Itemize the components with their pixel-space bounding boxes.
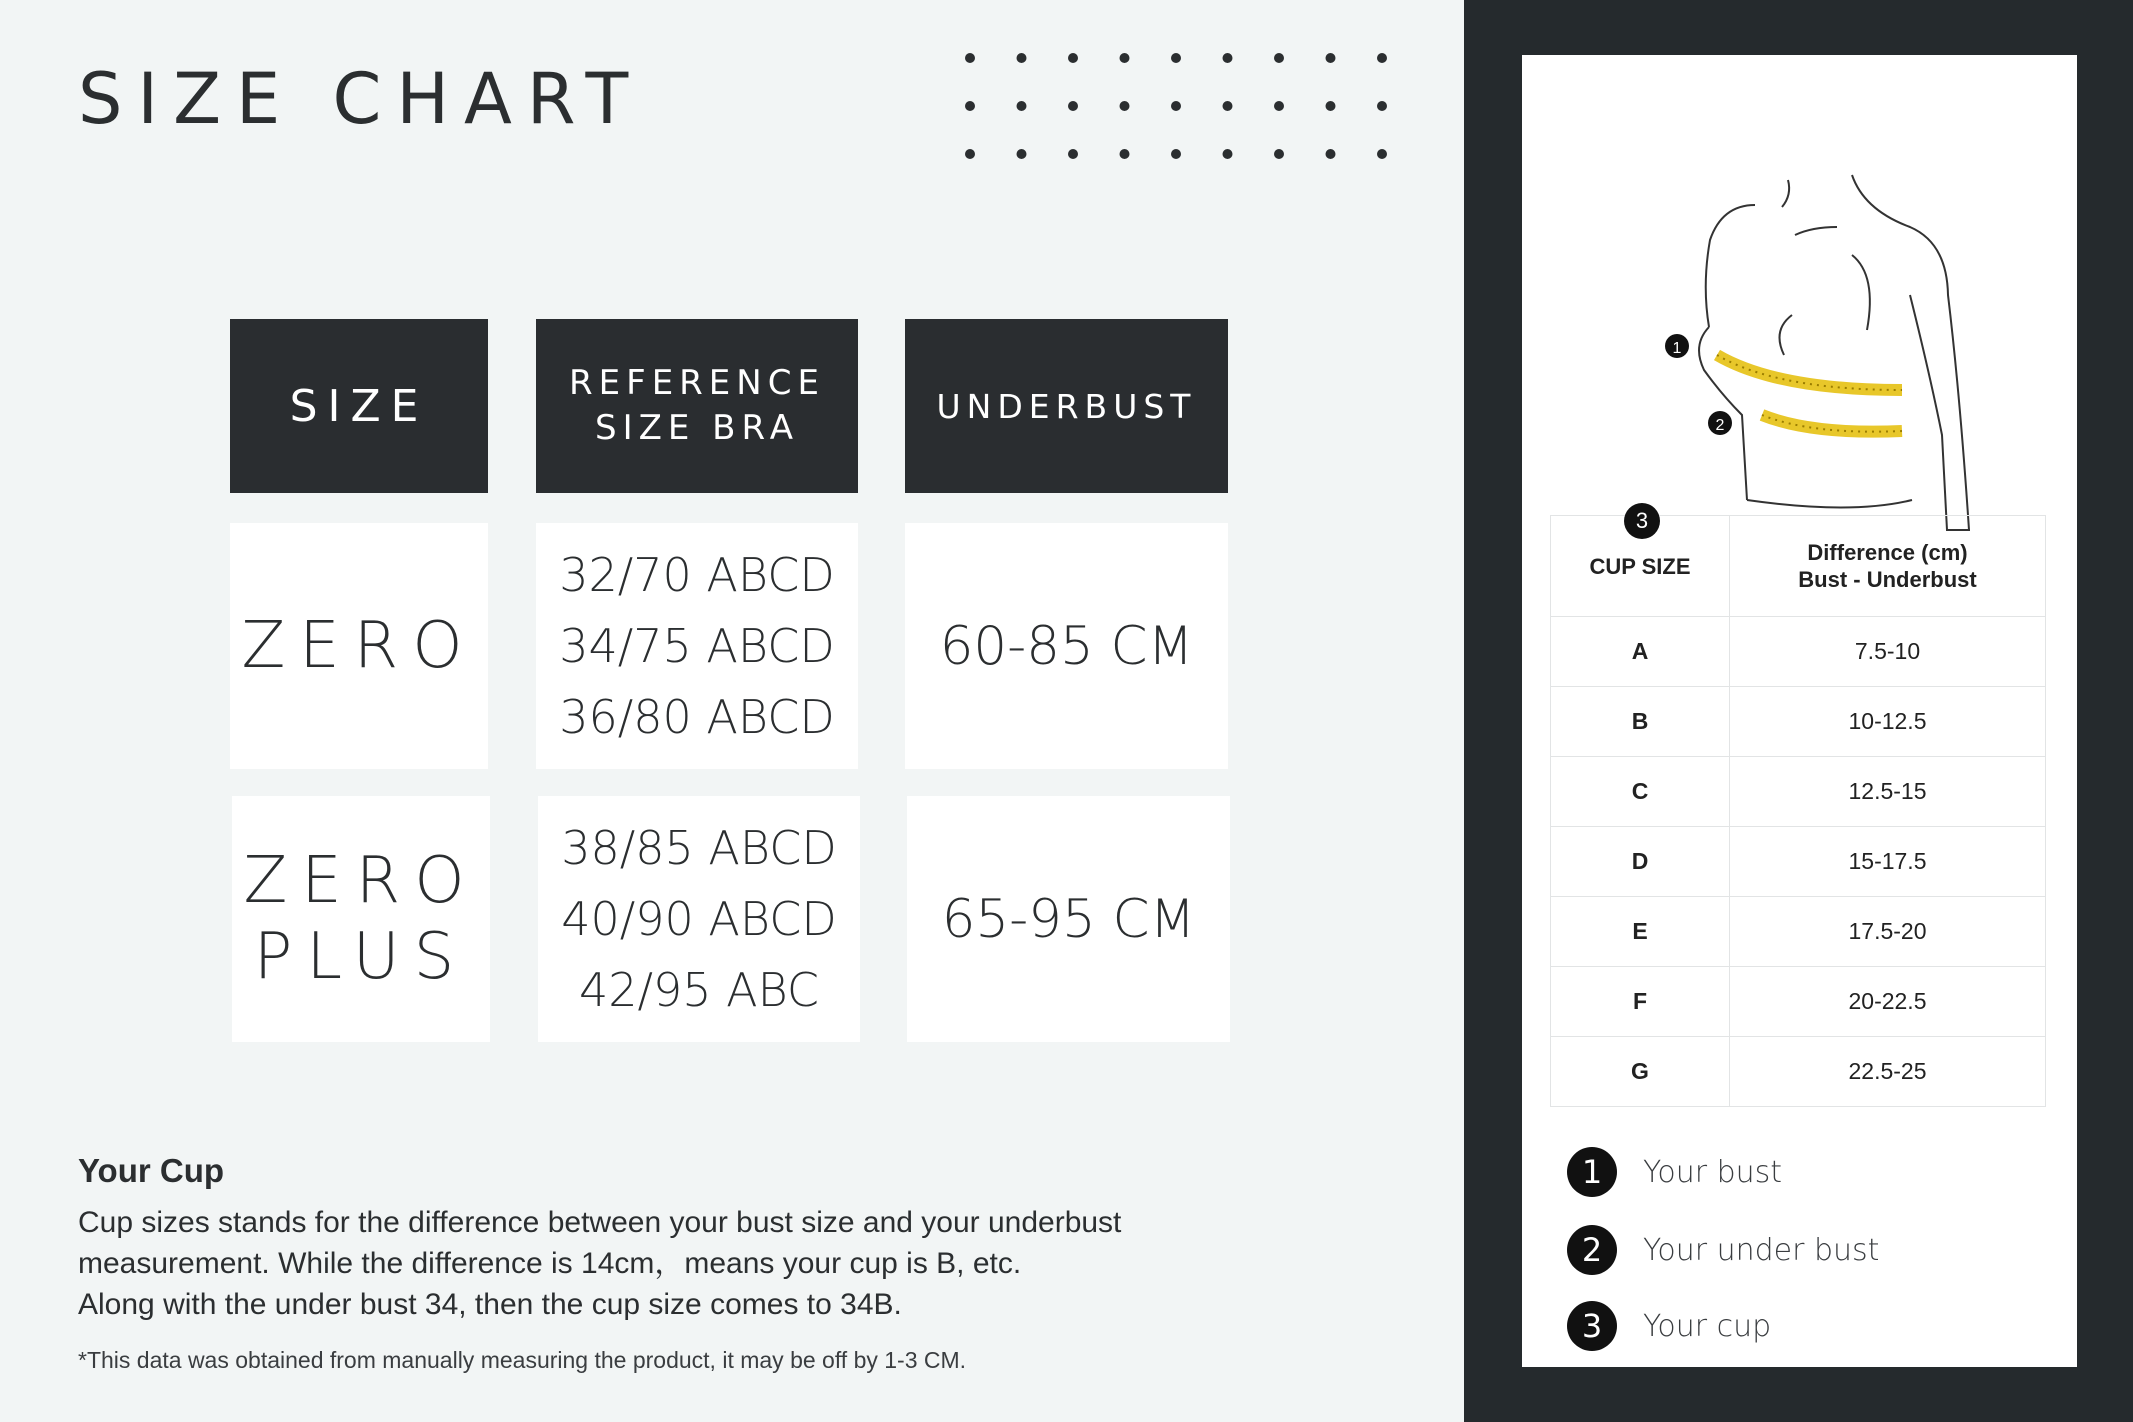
cup-cell: A [1551, 617, 1730, 687]
header-size-label: SIZE [289, 380, 429, 432]
decorative-dot [1017, 101, 1027, 111]
cup-cell: G [1551, 1037, 1730, 1107]
legend-number: 2 [1567, 1225, 1617, 1275]
header-reference [536, 319, 858, 493]
decorative-dot [1326, 149, 1336, 159]
decorative-dot [1017, 149, 1027, 159]
table-row [1551, 897, 2046, 967]
header-reference-line1: REFERENCE [569, 363, 825, 403]
decorative-dot [1068, 53, 1078, 63]
table-row [1551, 687, 2046, 757]
decorative-dot [1377, 101, 1387, 111]
decorative-dot [1326, 101, 1336, 111]
decorative-dot [1223, 149, 1233, 159]
header-size [230, 319, 488, 493]
cup-size-card [1522, 55, 2077, 1367]
legend-item-cup [1567, 1299, 1987, 1353]
legend-number: 3 [1567, 1301, 1617, 1351]
cup-table-badge: 3 [1624, 503, 1660, 539]
decorative-dot [965, 53, 975, 63]
table-row [1551, 1037, 2046, 1107]
cup-size-table [1550, 515, 2046, 1107]
table-row [1551, 757, 2046, 827]
legend-number: 1 [1567, 1147, 1617, 1197]
decorative-dot [1171, 101, 1181, 111]
reference-line: 42/95 ABC [578, 962, 820, 1017]
cup-cell: E [1551, 897, 1730, 967]
diff-cell: 22.5-25 [1730, 1037, 2046, 1107]
your-cup-description [78, 1202, 1418, 1325]
measurement-note: *This data was obtained from manually measuring the product, it may be off by 1-3 CM. [78, 1347, 967, 1373]
row-zero-size: ZERO [241, 609, 477, 683]
table-row [1551, 967, 2046, 1037]
decorative-dot [1274, 149, 1284, 159]
decorative-dot [1120, 149, 1130, 159]
difference-header [1730, 516, 2046, 617]
legend-label: Your bust [1643, 1154, 1783, 1190]
decorative-dot [1068, 149, 1078, 159]
your-cup-line: Cup sizes stands for the difference between your bust size and your underbust [78, 1206, 1122, 1239]
bust-measurement-illustration [1612, 115, 2012, 535]
decorative-dot [1223, 101, 1233, 111]
decorative-dot [1171, 149, 1181, 159]
decorative-dot [1120, 53, 1130, 63]
marker-1-label: 1 [1672, 340, 1682, 357]
legend-label: Your under bust [1643, 1232, 1880, 1268]
your-cup-title: Your Cup [78, 1152, 225, 1189]
row-zero-plus-size-cell [232, 796, 490, 1042]
decorative-dot [1326, 53, 1336, 63]
dot-pattern [960, 52, 1400, 162]
cup-size-header: CUP SIZE [1551, 516, 1730, 617]
decorative-dot [1377, 53, 1387, 63]
reference-line: 32/70 ABCD [559, 547, 835, 602]
decorative-dot [1274, 101, 1284, 111]
reference-line: 40/90 ABCD [561, 891, 837, 946]
decorative-dot [1274, 53, 1284, 63]
decorative-dot [1017, 53, 1027, 63]
decorative-dot [1223, 53, 1233, 63]
bust-tape [1717, 355, 1902, 390]
diff-cell: 20-22.5 [1730, 967, 2046, 1037]
row-zero-plus-reference-cell [538, 796, 860, 1042]
diff-cell: 15-17.5 [1730, 827, 2046, 897]
row-zero-underbust-cell [905, 523, 1228, 769]
header-underbust [905, 319, 1228, 493]
row-zero-plus-size-line1: ZERO [243, 844, 479, 918]
row-zero-reference-cell [536, 523, 858, 769]
difference-header-line2: Bust - Underbust [1798, 567, 1977, 592]
decorative-dot [1120, 101, 1130, 111]
difference-header-line1: Difference (cm) [1807, 540, 1968, 565]
diff-cell: 7.5-10 [1730, 617, 2046, 687]
row-zero-size-cell [230, 523, 488, 769]
diff-cell: 12.5-15 [1730, 757, 2046, 827]
table-row [1551, 617, 2046, 687]
row-zero-underbust: 60-85 CM [939, 615, 1194, 677]
row-zero-plus-underbust-cell [907, 796, 1230, 1042]
page-title: SIZE CHART [78, 58, 644, 140]
cup-cell: F [1551, 967, 1730, 1037]
cup-cell: D [1551, 827, 1730, 897]
cup-cell: C [1551, 757, 1730, 827]
legend-label: Your cup [1643, 1308, 1772, 1344]
table-row [1551, 827, 2046, 897]
row-zero-plus-underbust: 65-95 CM [941, 888, 1196, 950]
reference-line: 34/75 ABCD [559, 618, 835, 673]
decorative-dot [965, 149, 975, 159]
decorative-dot [1068, 101, 1078, 111]
header-reference-line2: SIZE BRA [594, 408, 800, 448]
your-cup-line: measurement. While the difference is 14cm，means your cup is B, etc. [78, 1247, 1022, 1280]
cup-cell: B [1551, 687, 1730, 757]
decorative-dot [1171, 53, 1181, 63]
your-cup-line: Along with the under bust 34, then the cup size comes to 34B. [78, 1288, 902, 1321]
legend-item-under-bust [1567, 1223, 1987, 1277]
diff-cell: 17.5-20 [1730, 897, 2046, 967]
reference-line: 38/85 ABCD [561, 820, 837, 875]
decorative-dot [965, 101, 975, 111]
decorative-dot [1377, 149, 1387, 159]
legend-item-bust [1567, 1145, 1987, 1199]
marker-2-label: 2 [1715, 417, 1725, 434]
row-zero-plus-size-line2: PLUS [253, 920, 469, 994]
reference-line: 36/80 ABCD [559, 689, 835, 744]
header-underbust-label: UNDERBUST [936, 386, 1197, 426]
diff-cell: 10-12.5 [1730, 687, 2046, 757]
